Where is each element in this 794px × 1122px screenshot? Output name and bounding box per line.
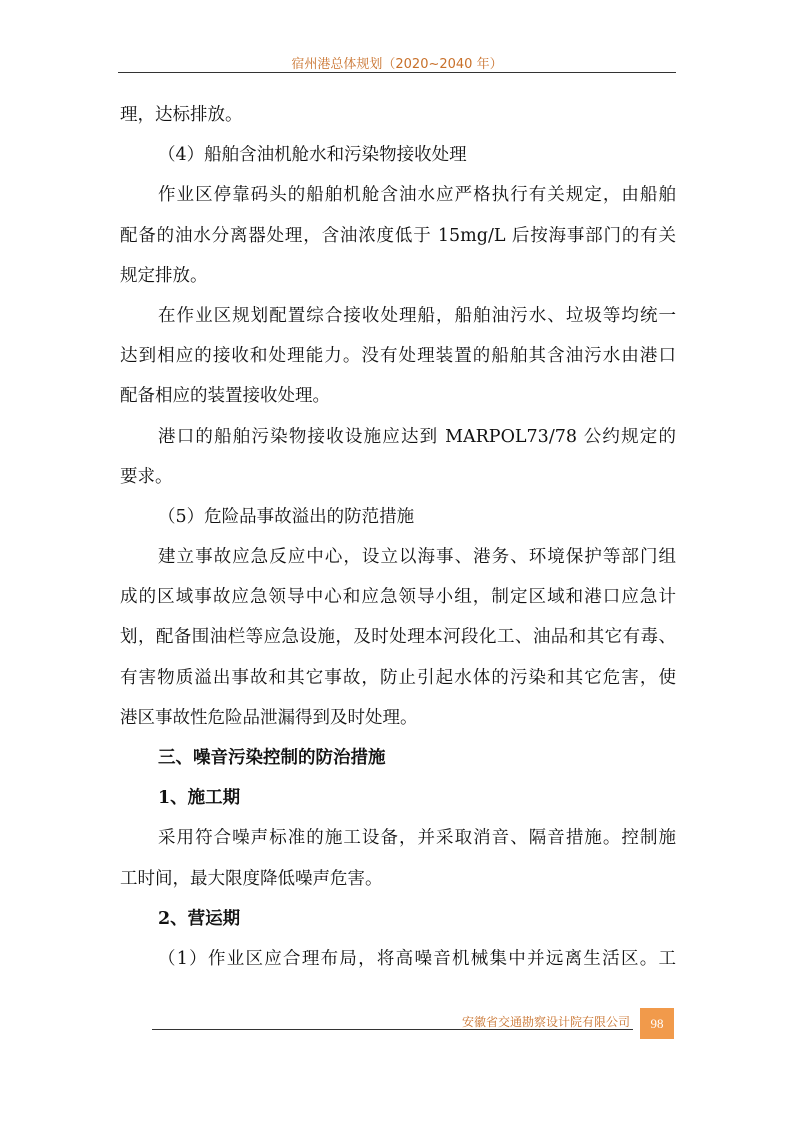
body-line: 作业区停靠码头的船舶机舱含油水应严格执行有关规定，由船舶 <box>158 185 676 206</box>
subsection-heading: 2、营运期 <box>158 908 241 929</box>
body-line: 达到相应的接收和处理能力。没有处理装置的船舶其含油污水由港口 <box>120 346 676 367</box>
document-body <box>120 95 676 979</box>
footer-company: 安徽省交通勘察设计院有限公司 <box>461 1015 630 1029</box>
body-line: 工时间，最大限度降低噪声危害。 <box>120 868 383 889</box>
body-line: 要求。 <box>120 466 173 487</box>
body-line: 建立事故应急反应中心，设立以海事、港务、环境保护等部门组 <box>158 547 676 568</box>
body-line: （1）作业区应合理布局，将高噪音机械集中并远离生活区。工 <box>158 948 676 969</box>
body-line: 港口的船舶污染物接收设施应达到 MARPOL73/78 公约规定的 <box>158 426 676 447</box>
body-line: 成的区域事故应急领导中心和应急领导小组，制定区域和港口应急计 <box>120 587 676 608</box>
body-line: 理，达标排放。 <box>120 105 243 125</box>
subsection-heading: 1、施工期 <box>158 788 241 809</box>
body-line: 规定排放。 <box>120 265 208 286</box>
page-number: 98 <box>640 1008 674 1039</box>
body-line: 划，配备围油栏等应急设施，及时处理本河段化工、油品和其它有毒、 <box>120 627 676 648</box>
header-title: 宿州港总体规划（2020~2040 年） <box>291 57 503 72</box>
section-heading: 三、噪音污染控制的防治措施 <box>158 748 386 768</box>
body-line: 有害物质溢出事故和其它事故，防止引起水体的污染和其它危害，使 <box>120 667 676 688</box>
body-line: 配备相应的装置接收处理。 <box>120 386 330 407</box>
subsection-heading: （4）船舶含油机舱水和污染物接收处理 <box>158 145 467 166</box>
body-line: 港区事故性危险品泄漏得到及时处理。 <box>120 707 418 728</box>
header-rule <box>118 72 676 73</box>
subsection-heading: （5）危险品事故溢出的防范措施 <box>158 506 415 527</box>
body-line: 配备的油水分离器处理，含油浓度低于 15mg/L 后按海事部门的有关 <box>120 225 676 246</box>
footer-rule <box>152 1029 633 1030</box>
body-line: 采用符合噪声标准的施工设备，并采取消音、隔音措施。控制施 <box>158 828 676 849</box>
body-line: 在作业区规划配置综合接收处理船，船舶油污水、垃圾等均统一 <box>158 305 676 326</box>
